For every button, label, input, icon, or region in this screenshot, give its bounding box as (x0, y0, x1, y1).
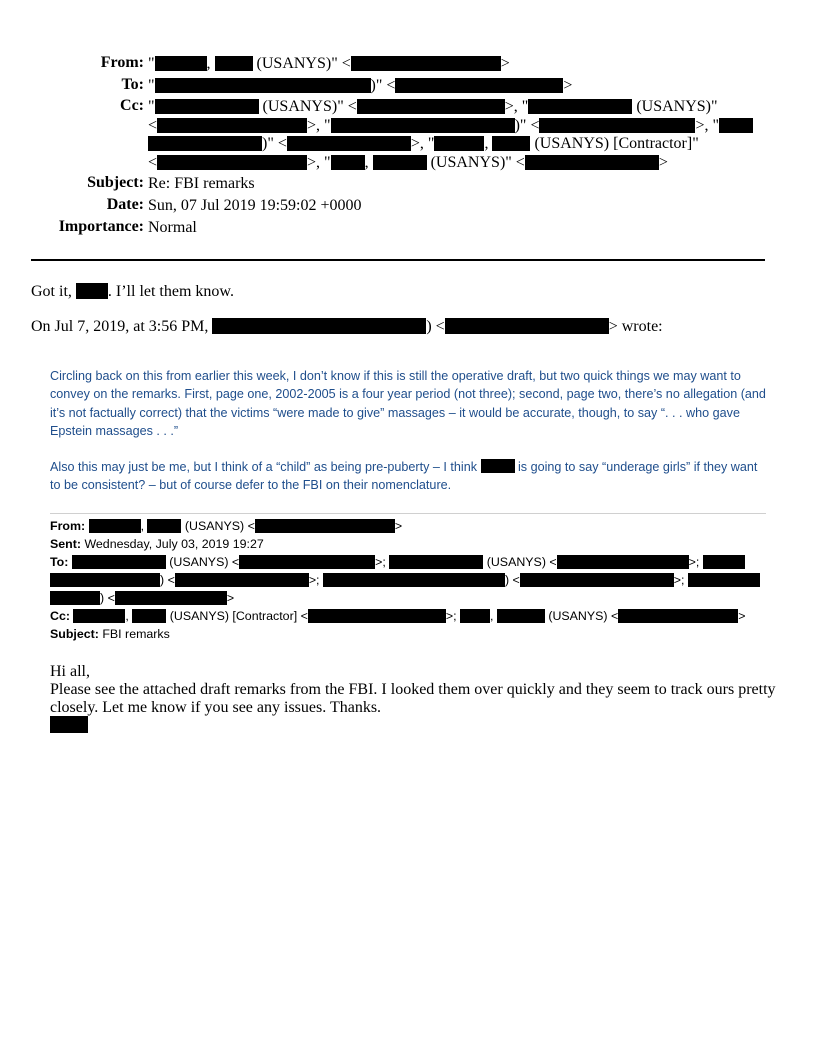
redaction (73, 609, 125, 623)
subject-label: Subject: (87, 174, 144, 191)
signature-redaction (50, 716, 88, 733)
subject-value: Re: FBI remarks (148, 175, 255, 192)
redaction (481, 459, 515, 473)
cc-value-line4: < >, " , (USANYS)" < > (148, 154, 668, 171)
redaction (157, 118, 307, 133)
redaction (255, 519, 395, 533)
date-value: Sun, 07 Jul 2019 19:59:02 +0000 (148, 197, 362, 214)
body-paragraph: Please see the attached draft remarks from the FBI. I looked them over quickly and they seem to track ours pretty closely. Let me know if you see any issues. Thanks. (50, 681, 776, 716)
redaction (155, 56, 207, 71)
quoted-paragraph-2: Also this may just be me, but I think of a “child” as being pre-puberty – I think is going to say “underage girls” if they want to be consistent? – but of course defer to the FBI on their nomenclature. (50, 460, 758, 493)
redaction (497, 609, 545, 623)
redaction (445, 318, 609, 334)
to-label: To: (121, 76, 144, 93)
greeting: Hi all, (50, 663, 90, 680)
redaction (703, 555, 745, 569)
redaction (115, 591, 227, 605)
redaction (76, 283, 108, 299)
redaction (155, 99, 259, 114)
redaction (357, 99, 505, 114)
quoted-paragraph-1: Circling back on this from earlier this week, I don’t know if this is still the operative draft, but two quick things we may want to convey on the remarks. First, page one, 2002-2005 is a four year period (not three); second, page two, there’s no allegation (and it’s not factually correct) that the victims “were made to give” massages – it would be accurate, though, to say “. . . who gave Epstein massages . . .” (50, 369, 766, 439)
redaction (175, 573, 309, 587)
from-label: From: (100, 54, 144, 71)
redaction (557, 555, 689, 569)
redaction (719, 118, 753, 133)
redaction (215, 56, 253, 71)
redaction (89, 519, 141, 533)
forwarded-to-line3: ) < > (50, 589, 234, 607)
redaction (688, 573, 760, 587)
redaction (528, 99, 632, 114)
redaction (460, 609, 490, 623)
cc-value-line3: )" < >, " , (USANYS) [Contractor]" (148, 134, 699, 154)
to-value: " )" < > (148, 77, 573, 94)
redaction (618, 609, 738, 623)
redaction (395, 78, 563, 93)
redaction (157, 155, 307, 170)
date-label: Date: (106, 196, 144, 213)
forwarded-cc: Cc: , (USANYS) [Contractor] < >; , (USANYS) < > (50, 609, 746, 623)
redaction (50, 591, 100, 605)
forwarded-subject: Subject: FBI remarks (50, 627, 170, 641)
forwarded-to-line2: ) < >; ) < >; (50, 571, 760, 589)
redaction (148, 136, 262, 151)
redaction (72, 555, 166, 569)
redaction (239, 555, 375, 569)
redaction (50, 573, 160, 587)
redaction (520, 573, 674, 587)
redaction (155, 78, 371, 93)
cc-value-line1: " (USANYS)" < >, " (USANYS)" (148, 98, 718, 115)
redaction (331, 118, 515, 133)
redaction (287, 136, 411, 151)
redaction (373, 155, 427, 170)
redaction (323, 573, 505, 587)
redaction (147, 519, 181, 533)
redaction (389, 555, 483, 569)
redaction (492, 136, 530, 151)
redaction (351, 56, 501, 71)
redaction (308, 609, 446, 623)
forward-divider (50, 513, 766, 514)
forwarded-from: From: , (USANYS) < > (50, 519, 403, 533)
redaction (525, 155, 659, 170)
importance-value: Normal (148, 219, 197, 236)
importance-label: Importance: (58, 218, 144, 235)
cc-label: Cc: (120, 97, 144, 114)
reply-line: Got it, . I’ll let them know. (31, 283, 234, 300)
header-divider (31, 259, 765, 261)
redaction (434, 136, 484, 151)
redaction (539, 118, 695, 133)
cc-value-line2: < >, " )" < >, " (148, 116, 753, 136)
redaction (212, 318, 426, 334)
quote-attribution: On Jul 7, 2019, at 3:56 PM, ) < > wrote: (31, 318, 663, 335)
redaction (331, 155, 365, 170)
forwarded-sent: Sent: Wednesday, July 03, 2019 19:27 (50, 537, 264, 551)
message-body (50, 663, 780, 717)
forwarded-to-line1: To: (USANYS) < >; (USANYS) < >; (50, 553, 745, 571)
redaction (132, 609, 166, 623)
from-value: " , (USANYS)" < > (148, 55, 510, 72)
